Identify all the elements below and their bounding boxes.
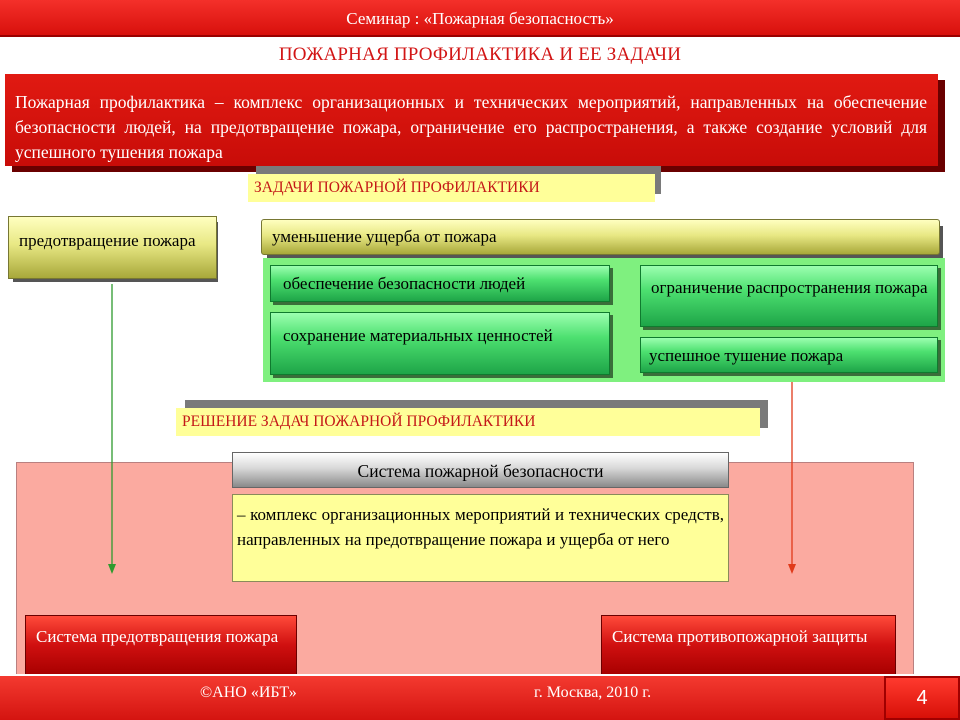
people-safety-box: обеспечение безопасности людей (270, 265, 610, 302)
spread-limitation-box: ограничение распространения пожара (640, 265, 938, 327)
definition-text: Пожарная профилактика – комплекс организационных и технических мероприятий, направленных на обеспечение безопасности людей, на предотвращение пожара, ограничение его распространения, а также создание условий для успешного тушения пожара (15, 92, 927, 162)
slide-title: ПОЖАРНАЯ ПРОФИЛАКТИКА И ЕЕ ЗАДАЧИ (278, 44, 682, 65)
solution-title: РЕШЕНИЕ ЗАДАЧ ПОЖАРНОЙ ПРОФИЛАКТИКИ (176, 408, 760, 436)
protection-system-box: Система противопожарной защиты (601, 615, 896, 675)
footer-bar (0, 674, 960, 720)
page-number: 4 (916, 687, 928, 709)
material-values-box: сохранение материальных ценностей (270, 312, 610, 375)
footer-organization: ©АНО «ИБТ» (200, 684, 297, 701)
footer-location-year: г. Москва, 2010 г. (534, 684, 652, 701)
damage-task-box: уменьшение ущерба от пожара (261, 219, 940, 255)
prevention-system-box: Система предотвращения пожара (25, 615, 297, 675)
header-title: Семинар : «Пожарная безопасность» (346, 9, 614, 28)
extinguishing-box: успешное тушение пожара (640, 337, 938, 373)
prevention-task-box: предотвращение пожара (8, 216, 217, 279)
prevention-arrow (108, 284, 116, 574)
protection-arrow (788, 382, 796, 574)
tasks-title: ЗАДАЧИ ПОЖАРНОЙ ПРОФИЛАКТИКИ (248, 174, 655, 202)
system-definition-text: – комплекс организационных мероприятий и технических средств, направленных на предотвращение пожара и ущерба от него (237, 505, 724, 549)
fire-safety-system-title: Система пожарной безопасности (232, 452, 729, 488)
